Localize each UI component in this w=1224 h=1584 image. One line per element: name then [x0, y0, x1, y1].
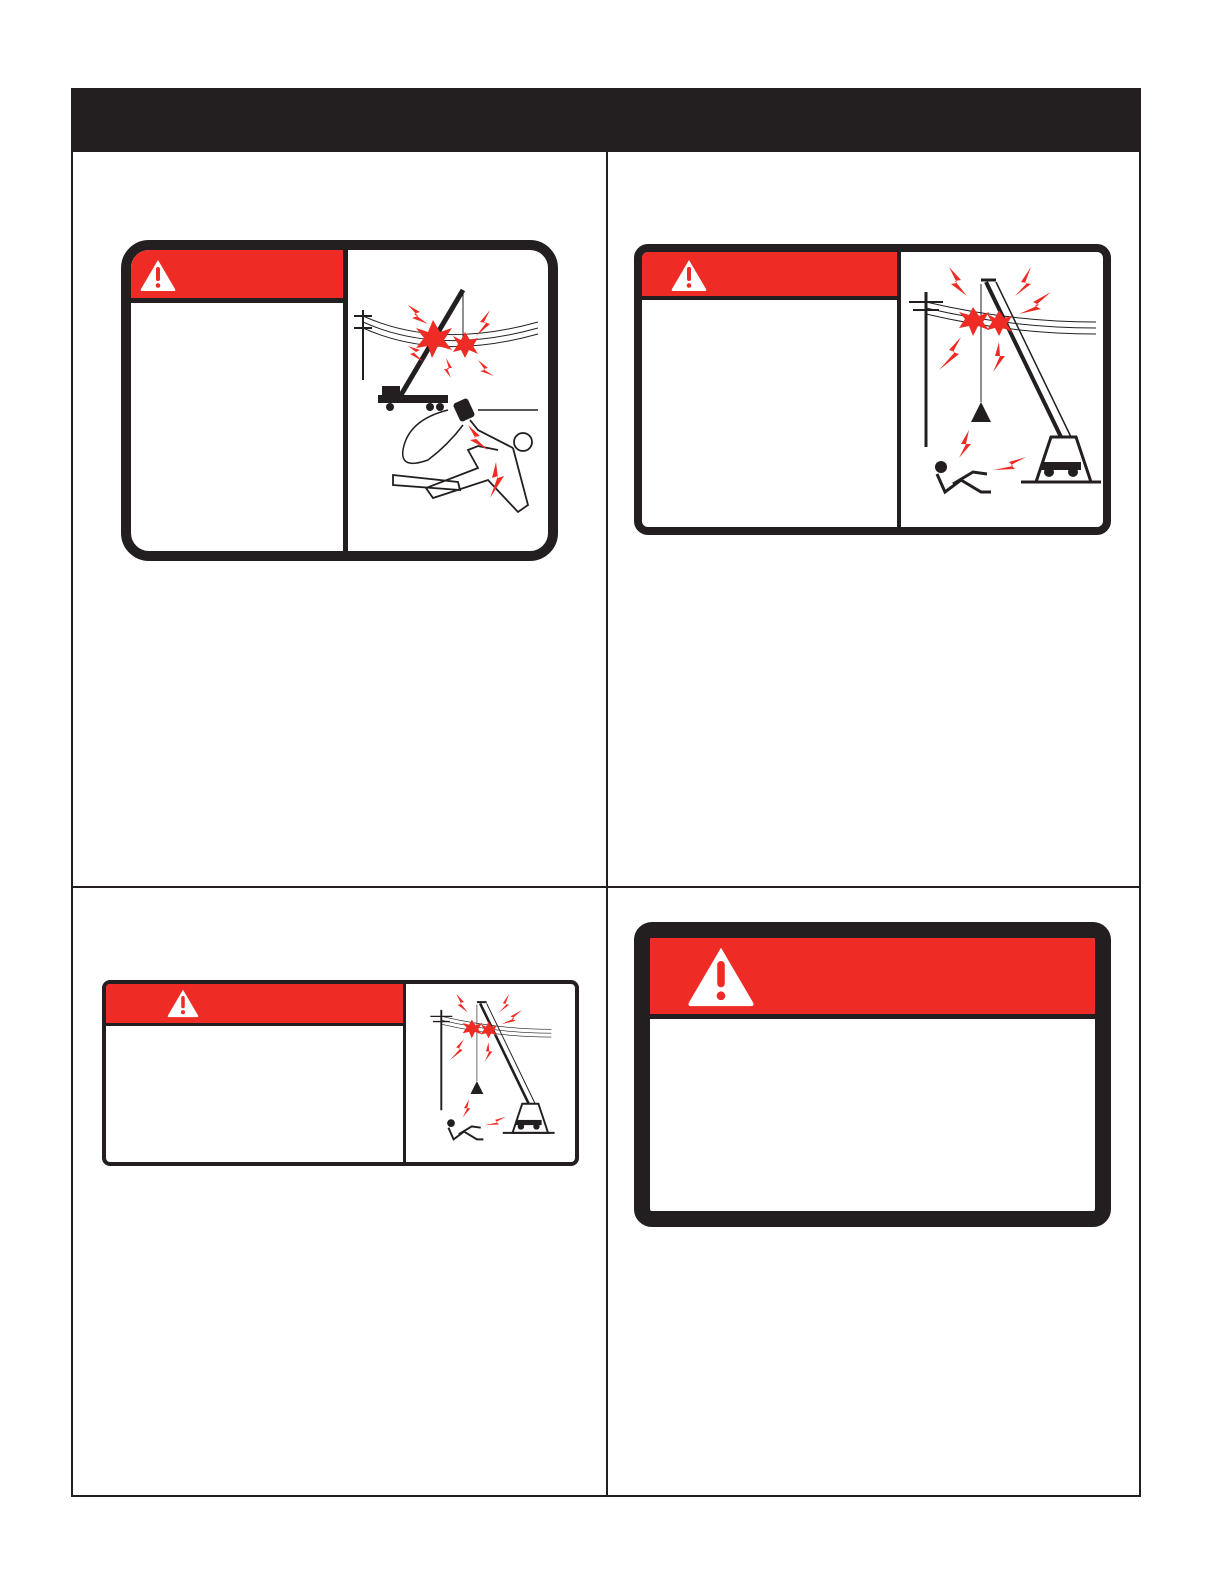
row-divider [73, 886, 1139, 888]
label-header-red [106, 984, 403, 1023]
alert-triangle-icon [685, 944, 757, 1008]
label-header-rule [106, 1023, 403, 1026]
pictogram-panel [901, 252, 1103, 527]
label-top-left [121, 240, 558, 561]
label-bottom-right [634, 922, 1111, 1227]
alert-triangle-icon [139, 258, 177, 292]
label-bottom-left [102, 980, 579, 1166]
label-header-rule [131, 298, 343, 303]
alert-triangle-icon [670, 258, 708, 292]
pictogram-panel [406, 984, 575, 1162]
crane-power-line-ground-electrocution-icon [406, 984, 575, 1162]
truck-crane-power-line-electrocution-icon [348, 250, 548, 551]
header-bar [73, 90, 1139, 152]
label-header-rule [650, 1014, 1095, 1019]
crane-power-line-ground-electrocution-icon [901, 252, 1103, 527]
column-divider [606, 152, 608, 1497]
label-header-rule [642, 296, 897, 300]
pictogram-panel [348, 250, 548, 551]
alert-triangle-icon [166, 988, 200, 1018]
label-top-right [634, 244, 1111, 535]
